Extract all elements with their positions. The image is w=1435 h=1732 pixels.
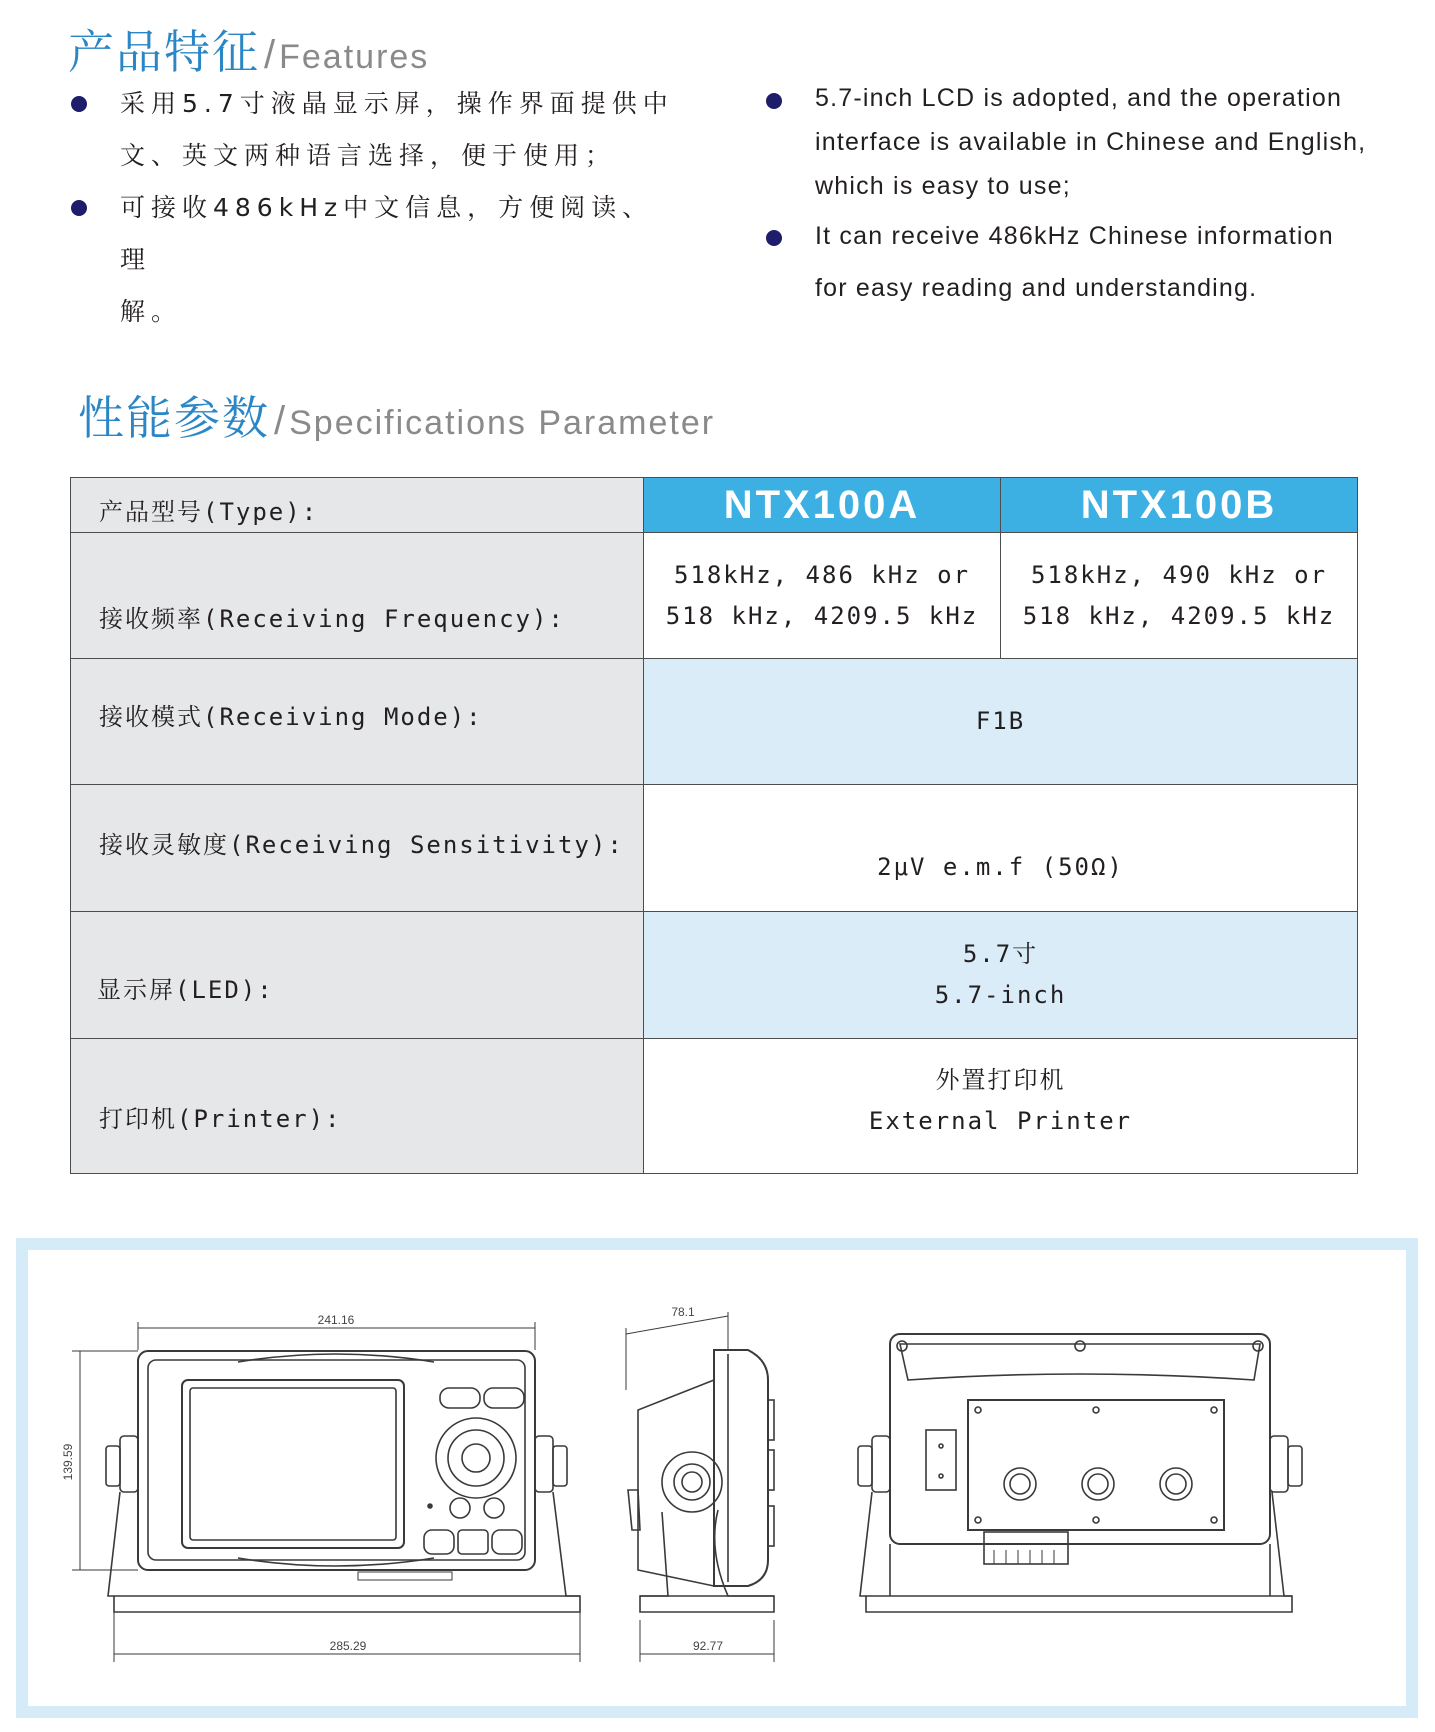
type-label: 产品型号(Type): [71, 478, 644, 533]
feature-en-item-1-line1: 5.7-inch LCD is adopted, and the operation [815, 84, 1343, 112]
bullet-icon [766, 93, 782, 109]
model-a-header: NTX100A [644, 478, 1001, 533]
mode-value-text: F1B [975, 707, 1026, 735]
feature-en-item-2-line2: for easy reading and understanding. [815, 274, 1258, 302]
bullet-icon [766, 230, 782, 246]
sensitivity-value-text: 2μV e.m.f (50Ω) [877, 852, 1124, 881]
frequency-b-line2: 518 kHz, 4209.5 kHz [1022, 601, 1336, 630]
display-value [644, 912, 1357, 1039]
printer-value [644, 1039, 1357, 1173]
feature-zh-item-1-line1: 采用5.7寸液晶显示屏，操作界面提供中 [120, 89, 674, 118]
feature-zh-item-2-line1: 可接收486kHz中文信息，方便阅读、理 [120, 193, 654, 274]
frequency-a-line1: 518kHz, 486 kHz or [673, 560, 971, 589]
features-heading [68, 16, 429, 82]
frequency-a-value [644, 533, 1001, 659]
frequency-b-line1: 518kHz, 490 kHz or [1030, 560, 1328, 589]
specs-title-zh: 性能参数 [78, 391, 270, 445]
front-width-dimension: 241.16 [317, 1313, 355, 1327]
display-label: 显示屏(LED): [71, 912, 644, 1039]
side-view-drawing [626, 1305, 774, 1662]
specs-heading [78, 382, 715, 448]
frequency-label: 接收频率(Receiving Frequency): [71, 533, 644, 659]
dimension-drawings [28, 1250, 1406, 1706]
feature-en-item-1-line3: which is easy to use; [815, 172, 1071, 200]
bullet-icon [71, 96, 87, 112]
specs-table [70, 477, 1358, 1174]
side-depth-dimension: 78.1 [671, 1305, 695, 1319]
rear-view-drawing [858, 1334, 1302, 1612]
model-b-header: NTX100B [1001, 478, 1357, 533]
feature-zh-item-2 [120, 182, 680, 338]
feature-zh-item-2-line2: 解。 [120, 297, 183, 326]
printer-label: 打印机(Printer): [71, 1039, 644, 1173]
mode-label: 接收模式(Receiving Mode): [71, 659, 644, 785]
sensitivity-label: 接收灵敏度(Receiving Sensitivity): [71, 785, 644, 912]
front-view-drawing [61, 1313, 580, 1662]
specs-title-en: Specifications Parameter [289, 404, 716, 442]
front-base-dimension: 285.29 [329, 1639, 367, 1653]
frequency-a-line2: 518 kHz, 4209.5 kHz [665, 601, 979, 630]
features-title-en: Features [279, 38, 430, 76]
features-title-slash: / [264, 33, 276, 77]
feature-zh-item-1 [120, 78, 680, 182]
dimension-drawings-panel [16, 1238, 1418, 1718]
features-title-zh: 产品特征 [68, 25, 260, 79]
bullet-icon [71, 200, 87, 216]
feature-en-item-1-line2: interface is available in Chinese and English, [815, 128, 1367, 156]
printer-value-en: External Printer [868, 1107, 1133, 1135]
frequency-b-value [1001, 533, 1357, 659]
display-value-en: 5.7-inch [934, 981, 1067, 1009]
display-value-zh: 5.7寸 [962, 940, 1039, 968]
specs-title-slash: / [274, 399, 286, 443]
side-base-dimension: 92.77 [692, 1639, 724, 1653]
sensitivity-value [644, 785, 1357, 912]
front-height-dimension: 139.59 [61, 1443, 75, 1481]
feature-zh-item-1-line2: 文、英文两种语言选择，便于使用； [120, 141, 617, 170]
printer-value-zh: 外置打印机 [935, 1066, 1066, 1094]
mode-value [644, 659, 1357, 785]
feature-en-item-2-line1: It can receive 486kHz Chinese information [815, 222, 1334, 250]
